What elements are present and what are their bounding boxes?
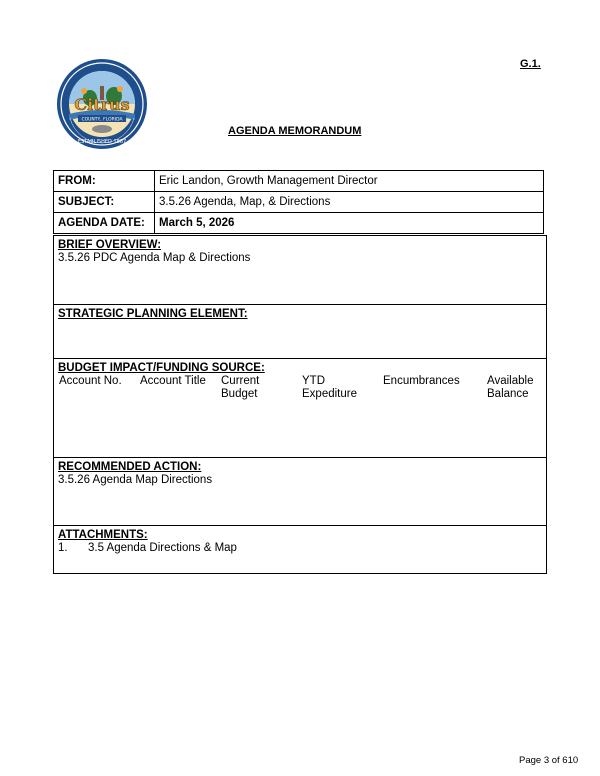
attachment-number: 1.: [58, 542, 68, 554]
from-row: [54, 171, 544, 192]
agenda-date-row: [54, 213, 544, 234]
col-current-budget: Current Budget: [221, 375, 260, 400]
recommended-action-heading: RECOMMENDED ACTION:: [58, 461, 202, 473]
brief-overview-text: 3.5.26 PDC Agenda Map & Directions: [58, 252, 251, 264]
col-ytd-expenditure: YTD Expediture: [302, 375, 357, 400]
agenda-date-value: March 5, 2026: [155, 213, 544, 234]
memo-header-table: [53, 170, 544, 234]
page-reference: G.1.: [520, 58, 541, 70]
budget-impact-heading: BUDGET IMPACT/FUNDING SOURCE:: [58, 362, 265, 374]
subject-value: 3.5.26 Agenda, Map, & Directions: [155, 192, 544, 213]
attachments-section: [53, 526, 547, 574]
svg-text:ESTABLISHED 1887: ESTABLISHED 1887: [77, 139, 127, 145]
seal-wordmark: Citrus: [74, 95, 130, 114]
subject-label: SUBJECT:: [54, 192, 155, 213]
brief-overview-section: [53, 235, 547, 305]
attachment-text: 3.5 Agenda Directions & Map: [88, 542, 237, 554]
recommended-action-section: [53, 458, 547, 526]
from-label: FROM:: [54, 171, 155, 192]
col-available-balance: Available Balance: [487, 375, 534, 400]
attachment-item[interactable]: [58, 542, 542, 555]
strategic-planning-heading: STRATEGIC PLANNING ELEMENT:: [58, 308, 248, 320]
page-footer: Page 3 of 610: [519, 755, 579, 766]
budget-columns: [58, 375, 542, 405]
subject-row: [54, 192, 544, 213]
from-value: Eric Landon, Growth Management Director: [155, 171, 544, 192]
county-seal-logo: [56, 58, 148, 150]
col-account-no: Account No.: [59, 375, 122, 387]
col-account-title: Account Title: [140, 375, 206, 387]
attachments-heading: ATTACHMENTS:: [58, 529, 148, 541]
agenda-date-label: AGENDA DATE:: [54, 213, 155, 234]
recommended-action-text: 3.5.26 Agenda Map Directions: [58, 474, 213, 486]
strategic-planning-section: [53, 305, 547, 359]
budget-impact-section: [53, 359, 547, 458]
col-encumbrances: Encumbrances: [383, 375, 460, 387]
memo-title: AGENDA MEMORANDUM: [228, 125, 362, 137]
brief-overview-heading: BRIEF OVERVIEW:: [58, 239, 162, 251]
svg-text:COUNTY, FLORIDA: COUNTY, FLORIDA: [81, 117, 123, 123]
